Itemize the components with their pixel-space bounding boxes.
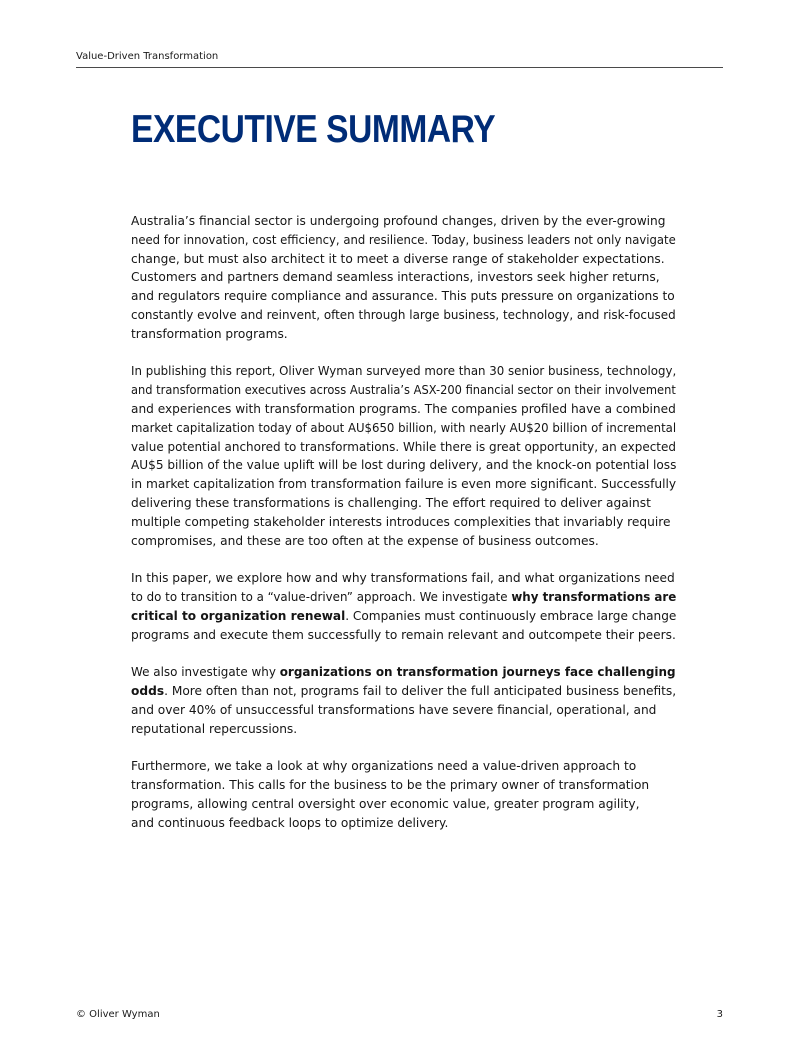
text-segment: value potential anchored to transformations. While there is great opportunity, an expected [131,439,676,454]
text-line [131,513,676,532]
text-line [131,626,675,645]
text-line [131,814,676,833]
page-number: 3 [716,1009,723,1020]
text-segment: In this paper, we explore how and why transformations fail, and what organizations need [131,571,675,586]
text-segment: market capitalization today of about AU$650 billion, with nearly AU$20 billion of incremental [131,420,677,435]
text-segment: We also investigate why [131,665,280,680]
text-segment: reputational repercussions. [131,721,298,736]
paragraph [131,212,676,344]
text-segment: to do to transition to a “value-driven” approach. We investigate [131,589,512,604]
text-line [131,607,677,626]
text-segment: . Companies must continuously embrace large change [345,608,677,623]
text-segment: in market capitalization from transformation failure is even more significant. Successfully [131,477,677,492]
text-line [131,268,676,287]
emphasis-text: organizations on transformation journeys face challenging [279,665,676,680]
footer-copyright: © Oliver Wyman [76,1009,160,1020]
text-segment: Australia’s financial sector is undergoing profound changes, driven by the ever-growing [131,214,666,228]
text-line [131,212,676,231]
text-line [131,250,676,269]
text-segment: need for innovation, cost efficiency, and resilience. Today, business leaders not only navigate [131,232,676,247]
text-segment: delivering these transformations is challenging. The effort required to deliver against [131,495,651,510]
text-segment: transformation programs. [131,326,288,341]
header-divider [76,67,723,68]
paragraph [131,663,676,738]
text-segment: compromises, and these are too often at the expense of business outcomes. [131,533,599,548]
text-line [131,306,676,325]
text-line [131,776,676,795]
text-line [131,569,676,588]
text-line [131,795,676,814]
text-segment: Customers and partners demand seamless interactions, investors seek higher returns, [131,270,660,285]
text-segment: transformation. This calls for the business to be the primary owner of transformation [131,777,650,792]
paragraph [131,569,676,644]
text-line [131,757,676,776]
text-segment: and transformation executives across Australia’s ASX-200 financial sector on their involvement [131,383,676,398]
emphasis-text: odds [131,683,165,698]
body-text [131,212,676,851]
text-line [131,494,676,513]
text-segment: and continuous feedback loops to optimize delivery. [131,815,449,830]
text-segment: and regulators require compliance and assurance. This puts pressure on organizations to [131,289,675,304]
text-line [131,400,674,419]
page-title: EXECUTIVE SUMMARY [131,108,496,151]
paragraph [131,757,676,832]
running-header: Value-Driven Transformation [76,51,219,62]
text-segment: and experiences with transformation programs. The companies profiled have a combined [131,401,676,416]
text-line [131,720,676,739]
text-segment: multiple competing stakeholder interests introduces complexities that invariably require [131,514,671,529]
text-line [131,438,676,457]
text-line [131,325,676,344]
text-segment: and over 40% of unsuccessful transformations have severe financial, operational, and [131,702,657,717]
text-line [131,532,676,551]
text-line [131,456,677,475]
text-line [131,419,677,438]
text-line [131,287,676,306]
text-segment: change, but must also architect it to meet a diverse range of stakeholder expectations. [131,251,665,266]
text-segment: Furthermore, we take a look at why organizations need a value-driven approach to [131,759,637,774]
text-segment: constantly evolve and reinvent, often through large business, technology, and risk-focused [131,307,676,322]
text-line [131,381,676,400]
text-segment: In publishing this report, Oliver Wyman surveyed more than 30 senior business, technology, [131,364,677,379]
text-segment: AU$5 billion of the value uplift will be lost during delivery, and the knock-on potential loss [131,458,677,473]
text-segment: programs, allowing central oversight over economic value, greater program agility, [131,796,640,811]
text-line [131,362,677,381]
text-segment: . More often than not, programs fail to deliver the full anticipated business benefits, [164,683,677,698]
text-line [131,663,676,682]
text-line [131,475,676,494]
paragraph [131,362,676,550]
emphasis-text: why transformations are [511,589,677,604]
emphasis-text: critical to organization renewal [131,608,346,623]
text-line [131,682,676,701]
text-line [131,701,676,720]
text-segment: programs and execute them successfully to remain relevant and outcompete their peers. [131,627,676,642]
text-line [131,231,676,250]
text-line [131,588,677,607]
